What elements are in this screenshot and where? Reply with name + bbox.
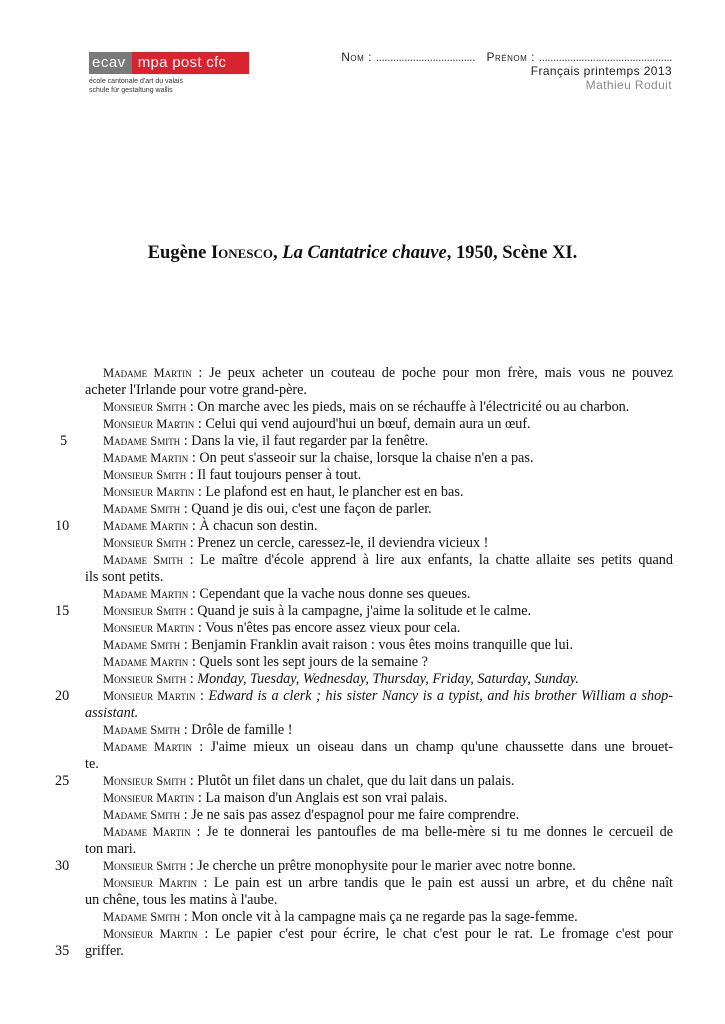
logo-subtitle-fr: école cantonale d'art du valais: [89, 78, 183, 85]
speaker-name: Monsieur Martin: [103, 621, 195, 635]
text-line: [85, 671, 673, 688]
text-line: [55, 943, 673, 960]
line-text: : À chacun son destin.: [188, 518, 318, 534]
line-text: : Je ne sais pas assez d'espagnol pour me faire comprendre.: [180, 807, 520, 823]
text-line: [85, 399, 673, 416]
line-text: : Quand je dis oui, c'est une façon de parler.: [180, 501, 432, 517]
text-line: [85, 790, 673, 807]
speaker-name: Monsieur Martin: [103, 927, 198, 941]
speaker-name: Madame Smith: [103, 910, 181, 924]
line-text: te.: [85, 756, 99, 772]
text-line: [85, 501, 673, 518]
speaker-name: Madame Martin: [103, 366, 192, 380]
line-text: : Dans la vie, il faut regarder par la fenêtre.: [180, 433, 429, 449]
speaker-name: Madame Martin: [103, 655, 189, 669]
speaker-name: Madame Smith: [103, 553, 184, 567]
speaker-name: Monsieur Smith: [103, 400, 187, 414]
text-line: [85, 416, 673, 433]
line-number: 25: [55, 773, 70, 789]
text-line: [85, 654, 673, 671]
line-text: : J'aime mieux un oiseau dans un champ qu'une chaussette dans une brouet-: [192, 739, 673, 755]
title-rest: , 1950, Scène XI.: [446, 243, 578, 263]
line-number: 15: [55, 603, 70, 619]
speaker-name: Monsieur Smith: [103, 774, 187, 788]
speaker-name: Monsieur Smith: [103, 859, 187, 873]
line-text: : Drôle de famille !: [180, 722, 293, 738]
line-text: : Le plafond est en haut, le plancher est en bas.: [194, 484, 464, 500]
prenom-blank: ...............................................: [538, 50, 672, 64]
speaker-name: Monsieur Martin: [103, 876, 198, 890]
speaker-name: Madame Martin: [103, 587, 189, 601]
line-text: ton mari.: [85, 841, 137, 857]
text-line: [85, 586, 673, 603]
speaker-name: Monsieur Smith: [103, 468, 187, 482]
prenom-label: Prénom :: [486, 50, 535, 64]
logo-ecav: ecav: [89, 52, 132, 74]
line-text: : Vous n'êtes pas encore assez vieux pour cela.: [194, 620, 461, 636]
text-line: [85, 926, 673, 943]
text-line: [55, 858, 673, 875]
line-text: griffer.: [85, 943, 124, 959]
line-number: 30: [55, 858, 70, 874]
text-line: [85, 756, 673, 773]
course-label: Français printemps 2013: [530, 64, 672, 78]
line-text: : Le pain est un arbre tandis que le pain est aussi un arbre, et du chêne naît: [197, 875, 673, 891]
text-line: [55, 773, 673, 790]
line-text: : Je te donnerai les pantoufles de ma belle-mère si tu me donnes le cercueil de: [190, 824, 673, 840]
text-line: [55, 518, 673, 535]
line-italic-text: Monday, Tuesday, Wednesday, Thursday, Friday, Saturday, Sunday.: [197, 671, 579, 687]
line-text: : La maison d'un Anglais est son vrai palais.: [194, 790, 448, 806]
line-text: : Le maître d'école apprend à lire aux enfants, la chatte allaite ses petits quand: [183, 552, 673, 568]
line-text: :: [186, 671, 198, 687]
text-line: [85, 637, 673, 654]
line-number: 10: [55, 518, 70, 534]
text-line: [85, 450, 673, 467]
speaker-name: Madame Martin: [103, 451, 189, 465]
author-first-name: Eugène: [147, 243, 207, 263]
line-text: :: [195, 688, 209, 704]
speaker-name: Madame Smith: [103, 502, 181, 516]
text-line: [85, 620, 673, 637]
speaker-name: Madame Martin: [103, 740, 193, 754]
speaker-name: Madame Martin: [103, 825, 191, 839]
text-line: [85, 739, 673, 756]
text-line: [85, 824, 673, 841]
line-text: : Celui qui vend aujourd'hui un bœuf, demain aura un œuf.: [194, 416, 531, 432]
text-line: [85, 722, 673, 739]
speaker-name: Monsieur Smith: [103, 672, 187, 686]
line-number: 5: [60, 433, 68, 449]
document-title: Eugène Ionesco, La Cantatrice chauve, 1950, Scène XI.: [147, 243, 578, 263]
work-title: La Cantatrice chauve: [282, 243, 447, 263]
speaker-name: Madame Martin: [103, 519, 189, 533]
text-line: [60, 433, 673, 450]
text-line: [55, 603, 673, 620]
text-line: [85, 705, 673, 722]
text-line: [85, 484, 673, 501]
speaker-name: Monsieur Martin: [103, 485, 195, 499]
line-text: : Plutôt un filet dans un chalet, que du lait dans un palais.: [186, 773, 515, 789]
text-line: [55, 688, 673, 705]
speaker-name: Madame Smith: [103, 723, 181, 737]
text-line: [85, 892, 673, 909]
logo-mpa: mpa post cfc: [132, 52, 249, 74]
line-text: : On marche avec les pieds, mais on se réchauffe à l'électricité ou au charbon.: [186, 399, 630, 415]
line-text: : Cependant que la vache nous donne ses queues.: [188, 586, 471, 602]
header-info: [341, 50, 672, 92]
text-line: [85, 569, 673, 586]
text-line: [85, 467, 673, 484]
author-last-name: Ionesco: [210, 243, 274, 263]
school-logo: [89, 52, 249, 95]
line-number: 35: [55, 943, 70, 959]
line-text: : Le papier c'est pour écrire, le chat c'est pour le rat. Le fromage c'est pour: [197, 926, 674, 942]
line-text: : Je cherche un prêtre monophysite pour le marier avec notre bonne.: [186, 858, 576, 874]
name-fields: [341, 50, 672, 64]
nom-label: Nom :: [341, 50, 372, 64]
speaker-name: Monsieur Smith: [103, 604, 187, 618]
line-text: : Je peux acheter un couteau de poche pour mon frère, mais vous ne pouvez: [191, 365, 674, 381]
line-italic-text: Edward is a clerk ; his sister Nancy is a typist, and his brother William a shop-: [208, 688, 673, 704]
text-line: [85, 552, 673, 569]
text-line: [85, 841, 673, 858]
text-line: [85, 807, 673, 824]
speaker-name: Monsieur Martin: [103, 689, 196, 703]
text-line: [85, 535, 673, 552]
line-text: : Il faut toujours penser à tout.: [186, 467, 362, 483]
text-line: [85, 365, 673, 382]
speaker-name: Monsieur Martin: [103, 417, 195, 431]
text-line: [85, 875, 673, 892]
dialogue-text: [55, 365, 674, 960]
line-text: : Benjamin Franklin avait raison : vous êtes moins tranquille que lui.: [180, 637, 574, 653]
text-line: [85, 909, 673, 926]
nom-blank: ...................................: [375, 50, 475, 64]
line-text: ils sont petits.: [85, 569, 164, 585]
teacher-name: Mathieu Roduit: [585, 78, 672, 92]
text-line: [85, 382, 673, 399]
line-text: : Mon oncle vit à la campagne mais ça ne regarde pas la sage-femme.: [180, 909, 578, 925]
line-text: : Quels sont les sept jours de la semaine ?: [188, 654, 428, 670]
line-number: 20: [55, 688, 70, 704]
line-text: : Prenez un cercle, caressez-le, il deviendra vicieux !: [186, 535, 489, 551]
line-text: : On peut s'asseoir sur la chaise, lorsque la chaise n'en a pas.: [188, 450, 534, 466]
line-text: acheter l'Irlande pour votre grand-père.: [85, 382, 307, 398]
speaker-name: Monsieur Smith: [103, 536, 187, 550]
line-italic-text: assistant.: [85, 705, 139, 721]
speaker-name: Madame Smith: [103, 434, 181, 448]
logo-subtitle-de: schule für gestaltung wallis: [89, 87, 173, 94]
speaker-name: Monsieur Martin: [103, 791, 195, 805]
line-text: : Quand je suis à la campagne, j'aime la solitude et le calme.: [186, 603, 532, 619]
speaker-name: Madame Smith: [103, 808, 181, 822]
line-text: un chêne, tous les matins à l'aube.: [85, 892, 278, 908]
speaker-name: Madame Smith: [103, 638, 181, 652]
